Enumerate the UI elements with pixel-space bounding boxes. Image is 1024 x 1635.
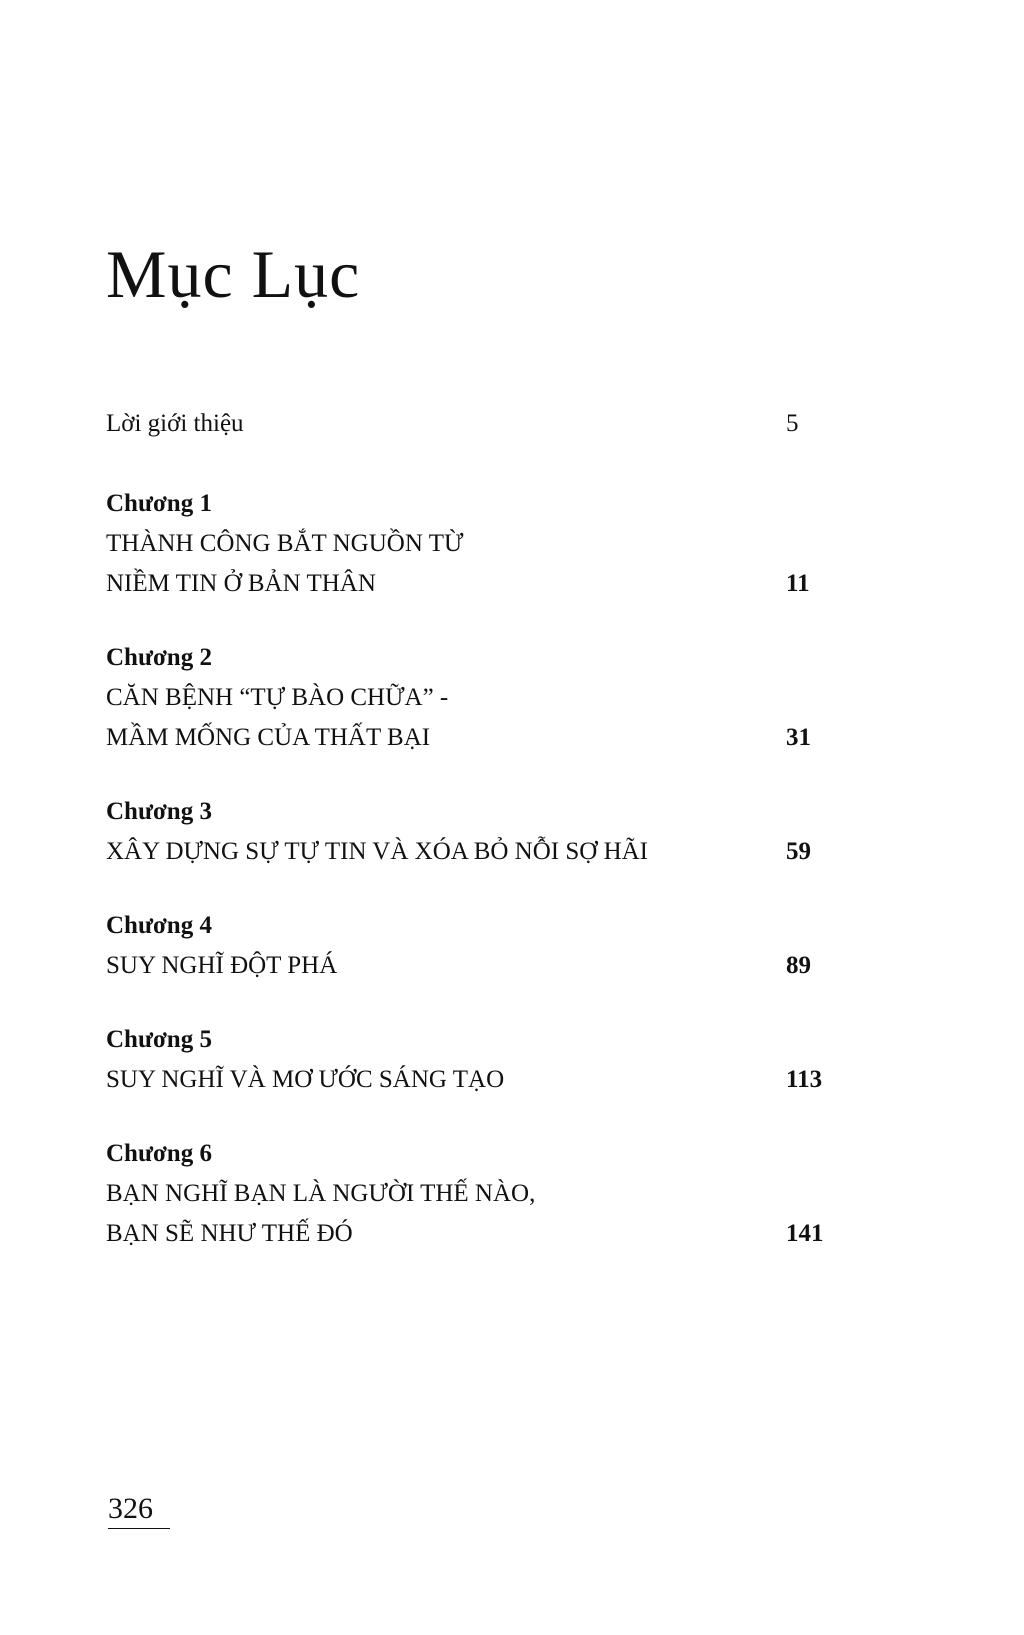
chapter-title-text: BẠN SẼ NHƯ THẾ ĐÓ bbox=[106, 1220, 353, 1247]
chapter-page-number: 11 bbox=[786, 570, 810, 597]
chapter-title-line bbox=[106, 678, 846, 718]
toc-chapter-6 bbox=[106, 1134, 846, 1254]
chapter-title-line bbox=[106, 718, 846, 758]
table-of-contents bbox=[106, 410, 846, 1254]
toc-chapter-1 bbox=[106, 484, 846, 604]
chapter-label: Chương 2 bbox=[106, 644, 212, 671]
chapter-title-text: BẠN NGHĨ BẠN LÀ NGƯỜI THẾ NÀO, bbox=[106, 1180, 536, 1207]
toc-chapter-3 bbox=[106, 792, 846, 872]
chapter-title-line bbox=[106, 1060, 846, 1100]
chapter-title-line bbox=[106, 1214, 846, 1254]
chapter-title-text: SUY NGHĨ ĐỘT PHÁ bbox=[106, 952, 338, 979]
chapter-title-text: SUY NGHĨ VÀ MƠ ƯỚC SÁNG TẠO bbox=[106, 1066, 505, 1093]
chapter-page-number: 141 bbox=[786, 1220, 824, 1247]
chapter-title-line bbox=[106, 524, 846, 564]
chapter-title-text: THÀNH CÔNG BẮT NGUỒN TỪ bbox=[106, 530, 464, 557]
toc-chapter-4 bbox=[106, 906, 846, 986]
chapter-page-number: 89 bbox=[786, 952, 811, 979]
chapter-title-text: MẦM MỐNG CỦA THẤT BẠI bbox=[106, 724, 431, 751]
toc-chapter-5 bbox=[106, 1020, 846, 1100]
chapter-label: Chương 1 bbox=[106, 490, 212, 517]
chapter-page-number: 113 bbox=[786, 1066, 823, 1093]
chapter-page-number: 59 bbox=[786, 838, 811, 865]
page-number: 326 bbox=[108, 1492, 170, 1529]
chapter-title-line bbox=[106, 564, 846, 604]
chapter-title-line bbox=[106, 946, 846, 986]
chapter-page-number: 31 bbox=[786, 724, 811, 751]
toc-entry-introduction bbox=[106, 410, 846, 450]
chapter-title-text: XÂY DỰNG SỰ TỰ TIN VÀ XÓA BỎ NỖI SỢ HÃI bbox=[106, 838, 649, 865]
chapter-label: Chương 4 bbox=[106, 912, 212, 939]
chapter-title-text: CĂN BỆNH “TỰ BÀO CHỮA” - bbox=[106, 684, 449, 711]
toc-entry-page: 5 bbox=[786, 410, 799, 437]
chapter-label: Chương 3 bbox=[106, 798, 212, 825]
chapter-title-line bbox=[106, 832, 846, 872]
chapter-label: Chương 5 bbox=[106, 1026, 212, 1053]
toc-entry-label: Lời giới thiệu bbox=[106, 410, 244, 437]
toc-chapter-2 bbox=[106, 638, 846, 758]
chapter-title-text: NIỀM TIN Ở BẢN THÂN bbox=[106, 570, 376, 597]
chapter-title-line bbox=[106, 1174, 846, 1214]
page-title: Mục Lục bbox=[106, 236, 361, 312]
chapter-label: Chương 6 bbox=[106, 1140, 212, 1167]
